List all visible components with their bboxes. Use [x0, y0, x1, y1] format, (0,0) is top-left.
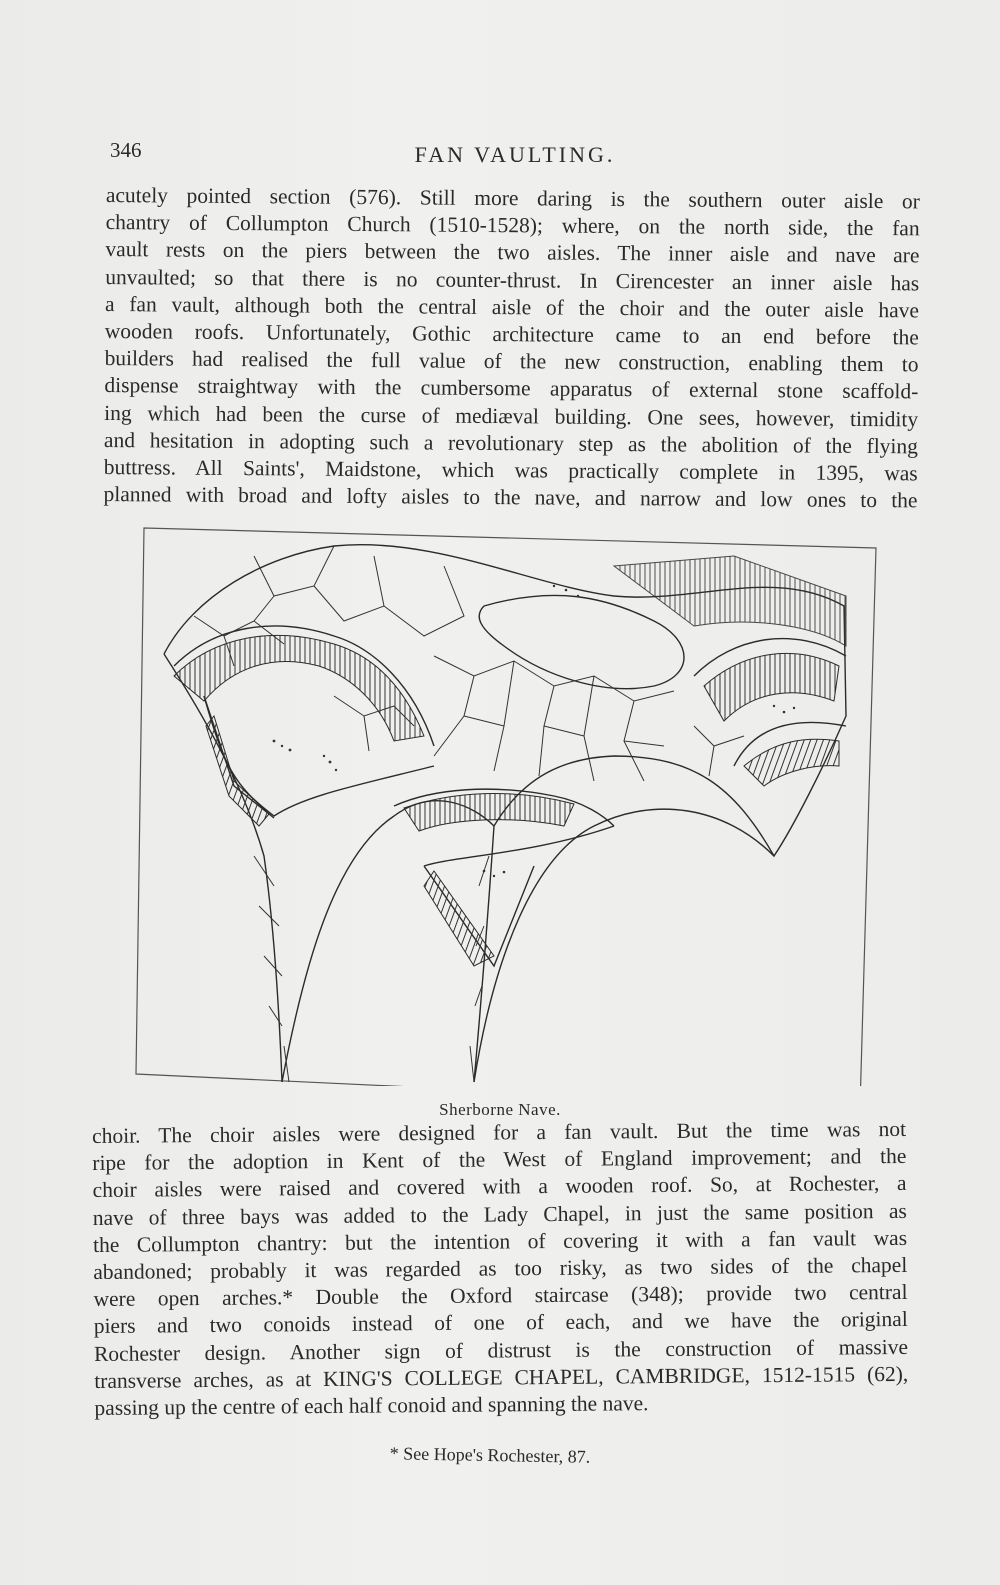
- text-line: transverse arches, as at KING'S COLLEGE CHAPEL, CAMBRIDGE, 1512-1515 (62),: [94, 1361, 909, 1393]
- text-line: Rochester design. Another sign of distrust is the construction of massive: [93, 1334, 909, 1366]
- page-number: 346: [110, 138, 142, 162]
- text-line: chantry of Collumpton Church (1510-1528); where, on the north side, the fan: [105, 210, 920, 241]
- text-line: buttress. All Saints', Maidstone, which was practically complete in 1395, was: [103, 455, 918, 486]
- text-line: passing up the centre of each half conoid and spanning the nave.: [94, 1391, 649, 1421]
- text-line: choir aisles were raised and covered with a wooden roof. So, at Rochester, a: [92, 1171, 907, 1203]
- text-line: abandoned; probably it was regarded as too risky, as two sides of the chapel: [93, 1252, 908, 1285]
- text-line: planned with broad and lofty aisles to the nave, and narrow and low ones to the: [103, 482, 918, 513]
- text-line: unvaulted; so that there is no counter-thrust. In Cirencester an inner aisle has: [105, 264, 920, 295]
- text-line: acutely pointed section (576). Still more daring is the southern outer aisle or: [105, 182, 920, 214]
- text-line: choir. The choir aisles were designed for a fan vault. But the time was not: [92, 1116, 907, 1148]
- text-line: dispense straightway with the cumbersome apparatus of external stone scaffold-: [104, 373, 919, 404]
- body-text-top: [103, 182, 920, 515]
- text-line: were open arches.* Double the Oxford staircase (348); provide two central: [93, 1280, 908, 1312]
- text-line: ripe for the adoption in Kent of the West of England improvement; and the: [92, 1144, 907, 1176]
- text-line: the Collumpton chantry: but the intention of covering it with a fan vault was: [92, 1225, 908, 1257]
- text-line: a fan vault, although both the central aisle of the choir and the outer aisle have: [104, 291, 920, 323]
- footnote: * See Hope's Rochester, 87.: [389, 1443, 591, 1467]
- running-title: FAN VAULTING.: [414, 142, 616, 167]
- running-head: [110, 132, 920, 172]
- body-text-bottom: [92, 1116, 909, 1422]
- text-line: piers and two conoids instead of one of each, and we have the original: [93, 1307, 908, 1339]
- text-line: ing which had been the curse of mediæval building. One sees, however, timidity: [104, 400, 919, 432]
- text-line: vault rests on the piers between the two aisles. The inner aisle and nave are: [105, 237, 920, 268]
- sherborne-nave-illustration: [134, 526, 878, 1086]
- text-line: builders had realised the full value of the new construction, enabling them to: [104, 346, 919, 377]
- text-line: nave of three bays was added to the Lady Chapel, in just the same position as: [92, 1198, 907, 1230]
- text-line: wooden roofs. Unfortunately, Gothic architecture came to an end before the: [104, 319, 919, 350]
- text-line: and hesitation in adopting such a revolutionary step as the abolition of the flying: [103, 427, 919, 459]
- figure-caption: Sherborne Nave.: [439, 1100, 561, 1119]
